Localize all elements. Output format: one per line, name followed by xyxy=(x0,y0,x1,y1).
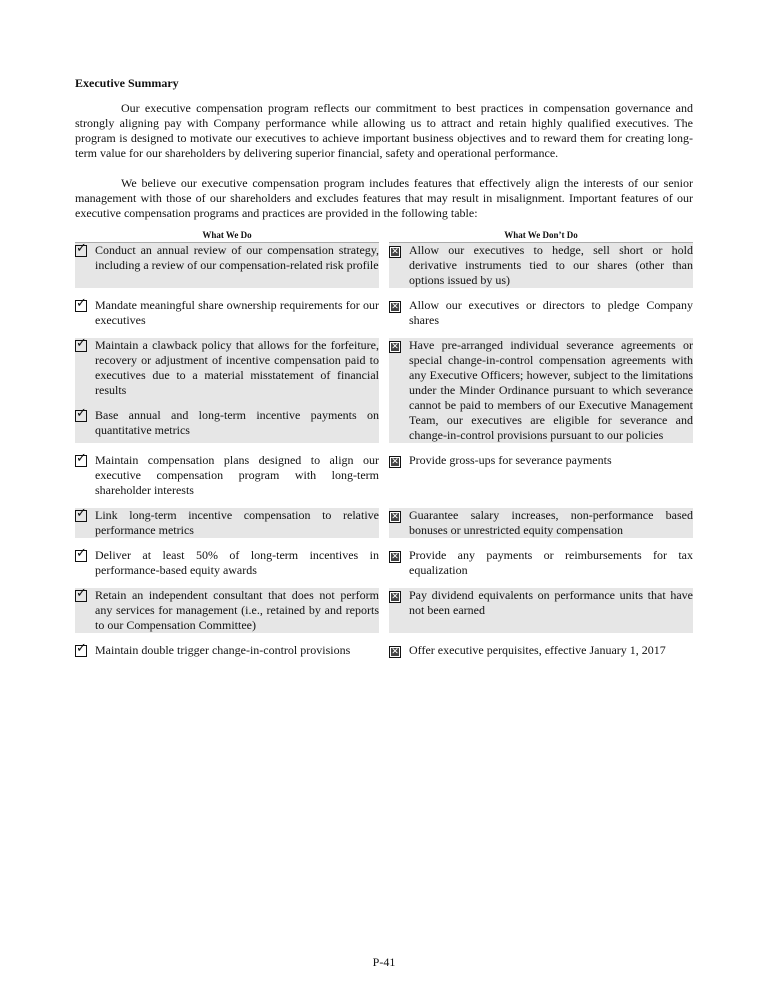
do-item xyxy=(75,508,379,538)
do-item-text: Maintain double trigger change-in-control provisions xyxy=(95,643,351,657)
table-row xyxy=(75,548,693,578)
dont-item xyxy=(389,453,693,469)
do-item-text: Mandate meaningful share ownership requirements for our executives xyxy=(95,298,379,327)
dont-item xyxy=(389,588,693,618)
checkbox-checked-icon: ✓ xyxy=(76,336,87,351)
checkbox-checked-icon: ✓ xyxy=(76,506,87,521)
dont-item xyxy=(389,508,693,538)
dont-item-text: Provide gross-ups for severance payments xyxy=(409,453,612,467)
checkbox-x-icon: ✕ xyxy=(389,456,401,468)
checkbox-x-icon: ✕ xyxy=(389,301,401,313)
page-number: P-41 xyxy=(372,955,396,969)
dont-item-text: Offer executive perquisites, effective January 1, 2017 xyxy=(409,643,666,657)
do-item xyxy=(75,243,379,273)
checkbox-x-icon: ✕ xyxy=(389,551,401,563)
do-item-text: Retain an independent consultant that does not perform any services for management (i.e., retained by and reports to our Compensation Committee) xyxy=(95,588,379,632)
checkbox-x-icon: ✕ xyxy=(389,246,401,258)
dont-item xyxy=(389,243,693,288)
do-item-text: Deliver at least 50% of long-term incentives in performance-based equity awards xyxy=(95,548,379,577)
checkbox-x-icon: ✕ xyxy=(389,646,401,658)
do-item xyxy=(75,643,379,659)
checkbox-checked-icon: ✓ xyxy=(76,641,87,656)
do-item xyxy=(75,548,379,578)
do-item xyxy=(75,588,379,633)
checkbox-x-icon: ✕ xyxy=(389,341,401,353)
paragraph-2-text: We believe our executive compensation program includes features that effectively align the interests of our senior management with those of our shareholders and excludes features that may result in misalignment. Important features of our executive compensation programs and practices are provided in the following table: xyxy=(75,176,693,220)
do-item xyxy=(75,453,379,498)
dont-item-text: Pay dividend equivalents on performance units that have not been earned xyxy=(409,588,693,617)
header-what-we-do: What We Do xyxy=(75,230,379,243)
paragraph-1 xyxy=(75,101,693,161)
table-row xyxy=(75,508,693,538)
table-row xyxy=(75,243,693,289)
section-heading: Executive Summary xyxy=(75,76,179,90)
dont-item xyxy=(389,548,693,578)
table-row xyxy=(75,453,693,498)
dont-item-text: Have pre-arranged individual severance agreements or special change-in-control compensation agreements with any Executive Officers; however, subject to the limitations under the Minder Ordinance pursuant to which severance cannot be paid to members of our Executive Management Team, our executives are eligible for severance and change-in-control provisions pursuant to our policies xyxy=(409,338,693,442)
do-item-text: Maintain compensation plans designed to align our executive compensation program with long-term shareholder interests xyxy=(95,453,379,497)
dont-item-text: Allow our executives to hedge, sell short or hold derivative instruments tied to our shares (other than options issued by us) xyxy=(409,243,693,287)
table-row xyxy=(75,643,693,659)
features-table xyxy=(75,230,693,659)
dont-item-text: Allow our executives or directors to pledge Company shares xyxy=(409,298,693,327)
table-row xyxy=(75,298,693,328)
checkbox-checked-icon: ✓ xyxy=(76,546,87,561)
do-item-text: Conduct an annual review of our compensation strategy, including a review of our compensation-related risk profile xyxy=(95,243,379,272)
checkbox-checked-icon: ✓ xyxy=(76,451,87,466)
table-row xyxy=(75,588,693,633)
header-what-we-dont-do: What We Don’t Do xyxy=(389,230,693,243)
checkbox-x-icon: ✕ xyxy=(389,591,401,603)
do-item-text: Base annual and long-term incentive payments on quantitative metrics xyxy=(95,408,379,437)
checkbox-x-icon: ✕ xyxy=(389,511,401,523)
checkbox-checked-icon: ✓ xyxy=(76,406,87,421)
table-row xyxy=(75,338,693,443)
dont-item xyxy=(389,338,693,443)
checkbox-checked-icon: ✓ xyxy=(76,586,87,601)
paragraph-1-text: Our executive compensation program reflects our commitment to best practices in compensation governance and strongly aligning pay with Company performance while allowing us to attract and retain highly qualified executives. The program is designed to motivate our executives to achieve important business objectives and to reward them for creating long-term value for our shareholders by delivering superior financial, safety and operational performance. xyxy=(75,101,693,160)
do-item xyxy=(75,338,379,398)
dont-item xyxy=(389,298,693,328)
checkbox-checked-icon: ✓ xyxy=(76,296,87,311)
paragraph-2 xyxy=(75,176,693,221)
do-item-text: Link long-term incentive compensation to relative performance metrics xyxy=(95,508,379,537)
do-item xyxy=(75,408,379,438)
checkbox-checked-icon: ✓ xyxy=(76,241,87,256)
dont-item-text: Provide any payments or reimbursements for tax equalization xyxy=(409,548,693,577)
dont-item-text: Guarantee salary increases, non-performance based bonuses or unrestricted equity compensation xyxy=(409,508,693,537)
dont-item xyxy=(389,643,693,659)
do-item xyxy=(75,298,379,328)
do-item-text: Maintain a clawback policy that allows for the forfeiture, recovery or adjustment of incentive compensation paid to executives due to a material misstatement of financial results xyxy=(95,338,379,397)
